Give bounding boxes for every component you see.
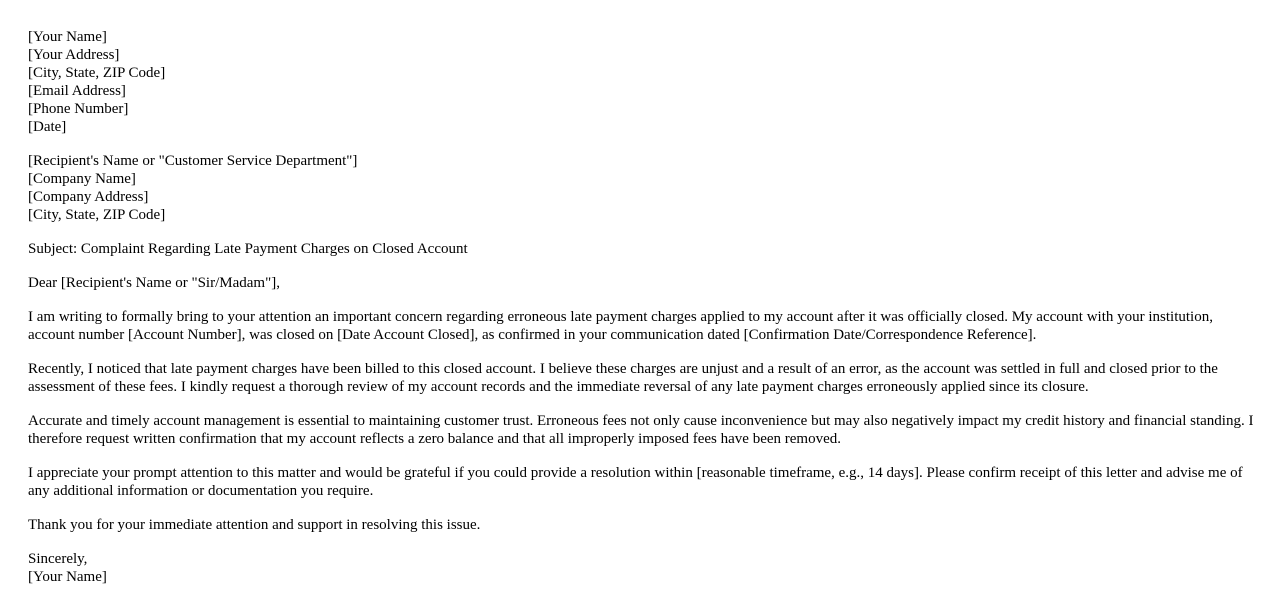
salutation: Dear [Recipient's Name or "Sir/Madam"], xyxy=(28,275,280,291)
valediction: Sincerely, xyxy=(28,551,88,567)
closing-block xyxy=(28,550,1258,586)
recipient-address-block xyxy=(28,152,1258,224)
complaint-letter xyxy=(28,28,1258,602)
sender-city-state-zip: [City, State, ZIP Code] xyxy=(28,65,166,81)
subject-line: Subject: Complaint Regarding Late Payment Charges on Closed Account xyxy=(28,241,468,257)
recipient-city-state-zip: [City, State, ZIP Code] xyxy=(28,207,166,223)
body-paragraph: Recently, I noticed that late payment charges have been billed to this closed account. I believe these charges are unjust and a result of an error, as the account was settled in full and closed prior to the assessment of these fees. I kindly request a thorough review of my account records and the immediate reversal of any late payment charges erroneously applied since its closure. xyxy=(28,361,1218,395)
recipient-name: [Recipient's Name or "Customer Service Department"] xyxy=(28,153,358,169)
sender-address: [Your Address] xyxy=(28,47,120,63)
sender-phone: [Phone Number] xyxy=(28,101,129,117)
sender-address-block xyxy=(28,28,1258,136)
body-paragraph: Accurate and timely account management is essential to maintaining customer trust. Erroneous fees not only cause inconvenience but may also negatively impact my credit history and financial standing. I therefore request written confirmation that my account reflects a zero balance and that all improperly imposed fees have been removed. xyxy=(28,413,1254,447)
sender-email: [Email Address] xyxy=(28,83,126,99)
signature-name: [Your Name] xyxy=(28,569,107,585)
body-paragraph: I appreciate your prompt attention to this matter and would be grateful if you could provide a resolution within [reasonable timeframe, e.g., 14 days]. Please confirm receipt of this letter and advise me of any additional information or documentation you require. xyxy=(28,465,1243,499)
letter-date: [Date] xyxy=(28,119,67,135)
recipient-company-address: [Company Address] xyxy=(28,189,149,205)
sender-name: [Your Name] xyxy=(28,29,107,45)
body-paragraph: I am writing to formally bring to your attention an important concern regarding erroneous late payment charges applied to my account after it was officially closed. My account with your institution, account number [Account Number], was closed on [Date Account Closed], as confirmed in your communication dated [Confirmation Date/Correspondence Reference]. xyxy=(28,309,1213,343)
body-paragraph: Thank you for your immediate attention and support in resolving this issue. xyxy=(28,517,481,533)
recipient-company: [Company Name] xyxy=(28,171,136,187)
